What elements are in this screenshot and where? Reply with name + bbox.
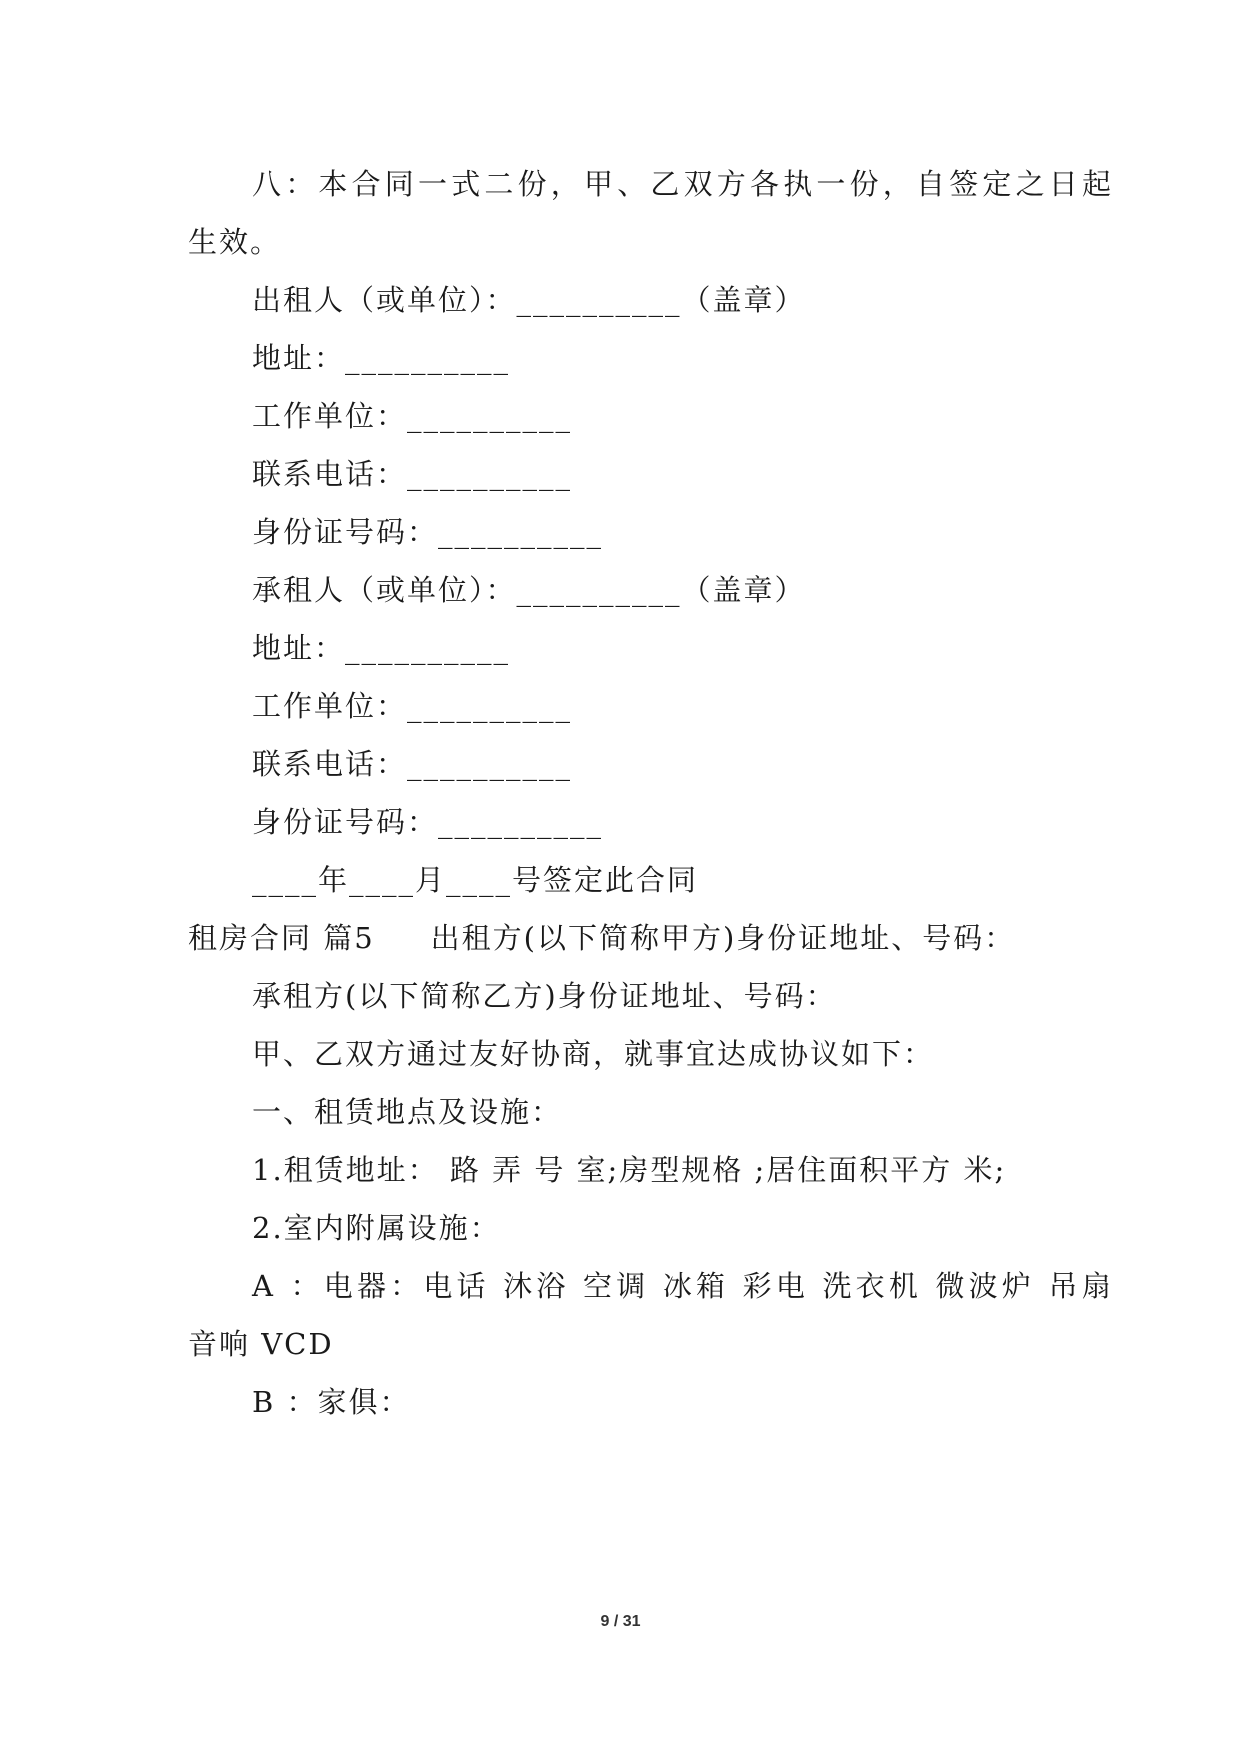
appliances-line-2: 音响 VCD bbox=[188, 1327, 334, 1361]
lessee-phone-field: 联系电话：__________ bbox=[252, 747, 573, 781]
clause-eight-line-2: 生效。 bbox=[188, 225, 282, 259]
lessee-id-field: 身份证号码：__________ bbox=[252, 805, 604, 839]
page-number: 9 / 31 bbox=[600, 1613, 641, 1630]
lessor-id-field: 身份证号码：__________ bbox=[252, 515, 604, 549]
lessor-phone-field: 联系电话：__________ bbox=[252, 457, 573, 491]
lessor-id-line: 出租方(以下简称甲方)身份证地址、号码： bbox=[430, 921, 1016, 955]
lessor-address-field: 地址：__________ bbox=[252, 341, 511, 375]
signing-date-line: ____年____月____号签定此合同 bbox=[252, 863, 699, 897]
furniture-line: B ：家俱： bbox=[252, 1385, 411, 1419]
lessee-workplace-field: 工作单位：__________ bbox=[252, 689, 573, 723]
facilities-heading: 2.室内附属设施： bbox=[252, 1211, 501, 1245]
lessee-address-field: 地址：__________ bbox=[252, 631, 511, 665]
section-heading: 租房合同 篇5 bbox=[188, 921, 375, 955]
lessee-name-field: 承租人（或单位）：__________（盖章） bbox=[252, 573, 806, 607]
lessor-name-field: 出租人（或单位）：__________（盖章） bbox=[252, 283, 806, 317]
section-heading-line bbox=[188, 918, 1015, 958]
agreement-intro: 甲、乙双方通过友好协商，就事宜达成协议如下： bbox=[252, 1037, 935, 1071]
clause-eight-line-1: 八：本合同一式二份，甲、乙双方各执一份，自签定之日起 bbox=[252, 167, 1116, 201]
lessor-workplace-field: 工作单位：__________ bbox=[252, 399, 573, 433]
clause-one-heading: 一、租赁地点及设施： bbox=[252, 1095, 563, 1129]
rental-address-line: 1.租赁地址： 路 弄 号 室;房型规格 ;居住面积平方 米; bbox=[252, 1153, 1007, 1187]
appliances-line-1: A ：电器：电话 沐浴 空调 冰箱 彩电 洗衣机 微波炉 吊扇 bbox=[252, 1269, 1115, 1303]
lessee-id-line: 承租方(以下简称乙方)身份证地址、号码： bbox=[252, 979, 837, 1013]
